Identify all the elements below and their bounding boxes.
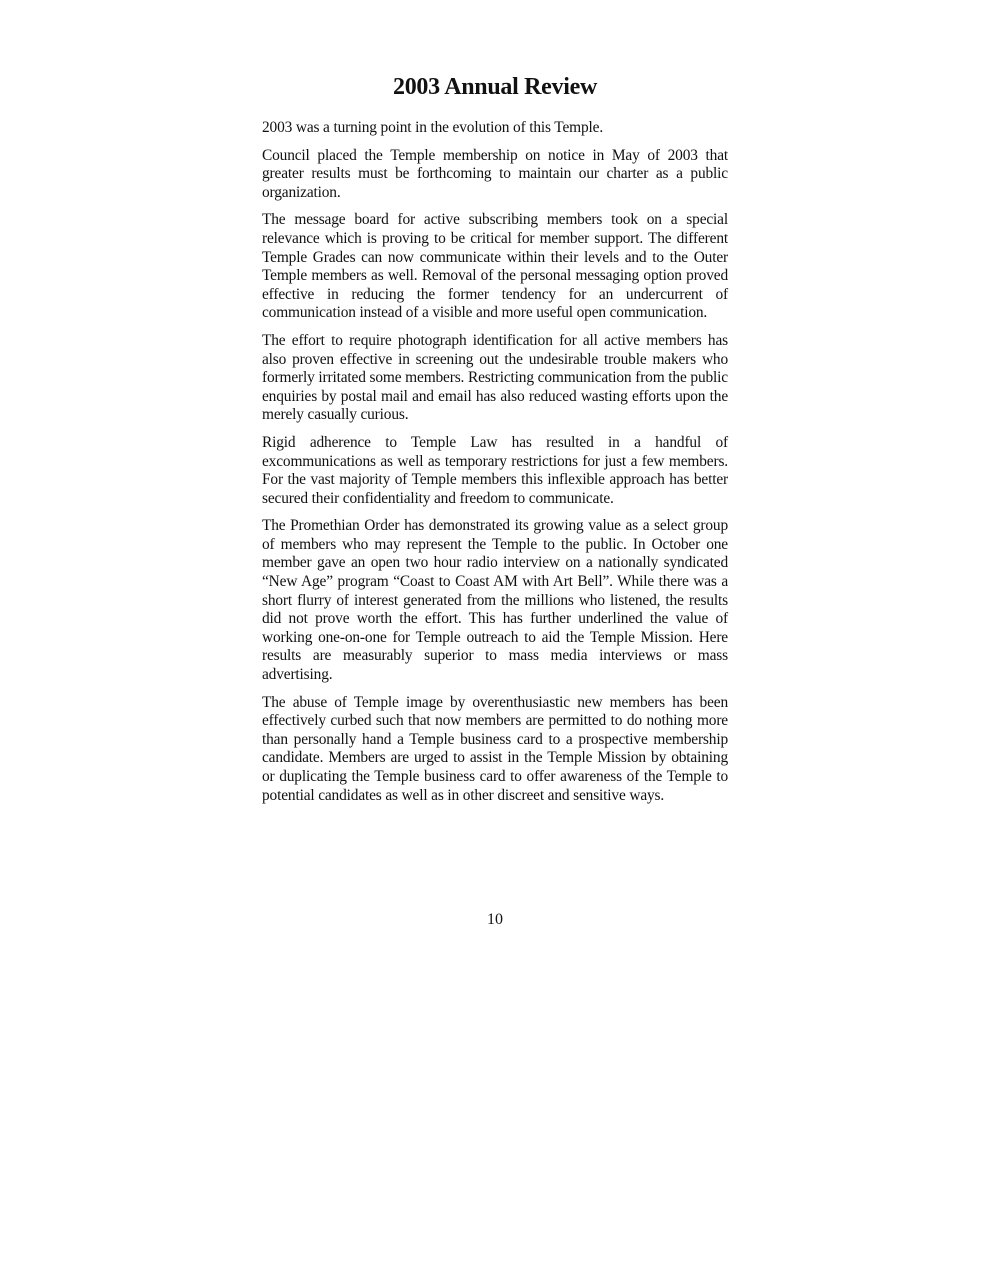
paragraph-promethian-order: The Promethian Order has demonstrated its growing value as a select group of members who may represent the Temple to the public. In October one member gave an open two hour radio interview on a nationally syndicated “New Age” program “Coast to Coast AM with Art Bell”. While there was a short flurry of interest generated from the millions who listened, the results did not prove worth the effort. This has further underlined the value of working one-on-one for Temple outreach to aid the Temple Mission. Here results are measurably superior to mass media interviews or mass advertising. xyxy=(262,517,728,684)
paragraph-temple-image: The abuse of Temple image by overenthusiastic new members has been effectively curbed such that now members are permitted to do nothing more than personally hand a Temple business card to a prospective membership candidate. Members are urged to assist in the Temple Mission by obtaining or duplicating the Temple business card to offer awareness of the Temple to potential candidates as well as in other discreet and sensitive ways. xyxy=(262,693,728,804)
paragraph-intro: 2003 was a turning point in the evolution of this Temple. xyxy=(262,119,604,136)
body-text xyxy=(262,119,728,814)
paragraph-message-board: The message board for active subscribing members took on a special relevance which is proving to be critical for member support. The different Temple Grades can now communicate within their levels and to the Outer Temple members as well. Removal of the personal messaging option proved effective in reducing the former tendency for an undercurrent of communication instead of a visible and more useful open communication. xyxy=(262,211,728,322)
page-number: 10 xyxy=(487,911,503,928)
page-title: 2003 Annual Review xyxy=(393,74,597,100)
paragraph-temple-law: Rigid adherence to Temple Law has resulted in a handful of excommunications as well as temporary restrictions for just a few members. For the vast majority of Temple members this inflexible approach has better secured their confidentiality and freedom to communicate. xyxy=(262,433,728,507)
paragraph-photo-identification: The effort to require photograph identification for all active members has also proven effective in screening out the undesirable trouble makers who formerly irritated some members. Restricting communication from the public enquiries by postal mail and email has also reduced wasting efforts upon the merely casually curious. xyxy=(262,331,728,424)
paragraph-council-notice: Council placed the Temple membership on notice in May of 2003 that greater results must be forthcoming to maintain our charter as a public organization. xyxy=(262,146,728,201)
